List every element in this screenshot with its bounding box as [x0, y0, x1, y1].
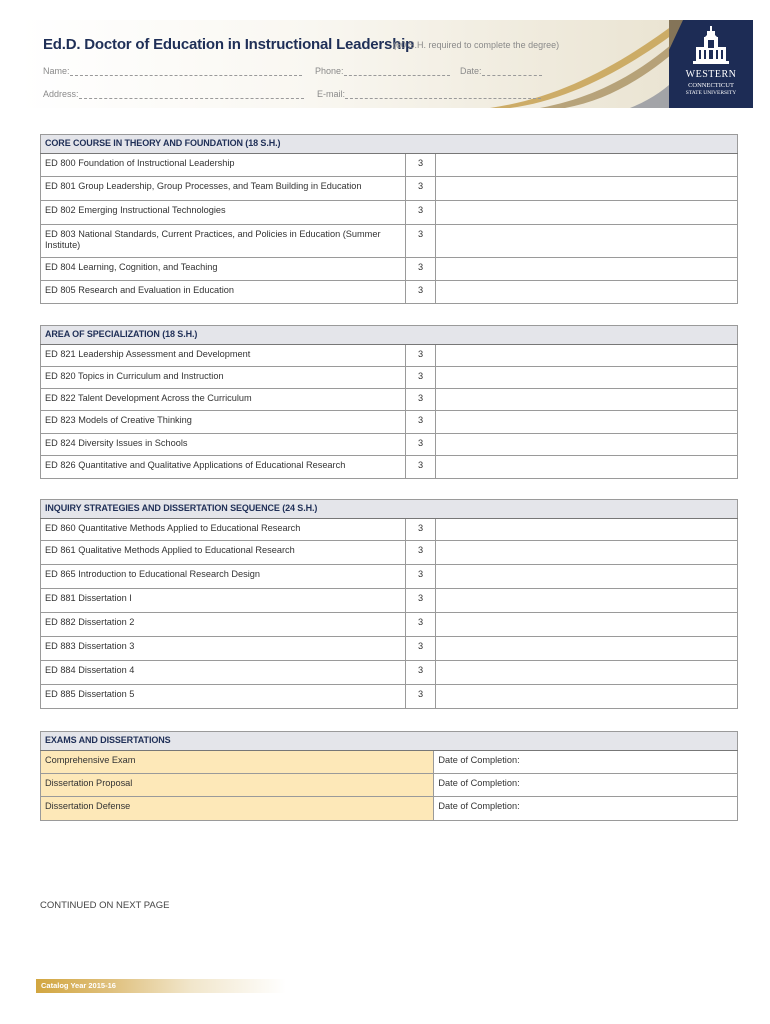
table-row — [41, 685, 738, 709]
page-subtitle: (60 S.H. required to complete the degree) — [393, 40, 560, 50]
address-line[interactable] — [79, 90, 304, 99]
table-row — [41, 177, 738, 201]
date-line[interactable] — [482, 67, 542, 76]
address-field[interactable] — [43, 89, 304, 99]
table-row — [41, 345, 738, 367]
course-notes-cell[interactable] — [436, 434, 738, 456]
course-name: ED 860 Quantitative Methods Applied to Educational Research — [41, 519, 406, 541]
table-row — [41, 589, 738, 613]
completion-date-cell[interactable]: Date of Completion: — [434, 774, 738, 797]
logo-state-university: STATE UNIVERSITY — [685, 90, 737, 96]
course-credits: 3 — [406, 177, 436, 201]
completion-date-cell[interactable]: Date of Completion: — [434, 797, 738, 821]
course-credits: 3 — [406, 661, 436, 685]
course-credits: 3 — [406, 589, 436, 613]
table-row — [41, 154, 738, 177]
date-label: Date: — [460, 66, 482, 76]
name-label: Name: — [43, 66, 70, 76]
name-field[interactable] — [43, 66, 302, 76]
course-notes-cell[interactable] — [436, 345, 738, 367]
core-heading: CORE COURSE IN THEORY AND FOUNDATION (18 S.H.) — [41, 135, 738, 154]
core-course-table — [40, 134, 738, 304]
course-notes-cell[interactable] — [436, 281, 738, 304]
course-name: ED 800 Foundation of Instructional Leadership — [41, 154, 406, 177]
exam-name: Dissertation Proposal — [41, 774, 434, 797]
table-row — [41, 613, 738, 637]
table-row — [41, 225, 738, 258]
table-row — [41, 434, 738, 456]
completion-date-cell[interactable]: Date of Completion: — [434, 751, 738, 774]
specialization-heading: AREA OF SPECIALIZATION (18 S.H.) — [41, 326, 738, 345]
address-label: Address: — [43, 89, 79, 99]
logo-connecticut: CONNECTICUT — [688, 82, 734, 89]
course-credits: 3 — [406, 345, 436, 367]
course-name: ED 882 Dissertation 2 — [41, 613, 406, 637]
section-header-row — [41, 135, 738, 154]
course-credits: 3 — [406, 154, 436, 177]
course-credits: 3 — [406, 541, 436, 565]
course-name: ED 861 Qualitative Methods Applied to Educational Research — [41, 541, 406, 565]
course-notes-cell[interactable] — [436, 661, 738, 685]
specialization-table — [40, 325, 738, 479]
course-credits: 3 — [406, 367, 436, 389]
course-credits: 3 — [406, 519, 436, 541]
course-name: ED 821 Leadership Assessment and Development — [41, 345, 406, 367]
course-credits: 3 — [406, 456, 436, 479]
table-row — [41, 797, 738, 821]
course-name: ED 881 Dissertation I — [41, 589, 406, 613]
course-notes-cell[interactable] — [436, 613, 738, 637]
email-field[interactable] — [317, 89, 541, 99]
section-header-row — [41, 500, 738, 519]
course-name: ED 820 Topics in Curriculum and Instruction — [41, 367, 406, 389]
course-notes-cell[interactable] — [436, 541, 738, 565]
course-name: ED 803 National Standards, Current Practices, and Policies in Education (Summer Institute) — [41, 225, 406, 258]
table-row — [41, 519, 738, 541]
course-notes-cell[interactable] — [436, 565, 738, 589]
exam-name: Dissertation Defense — [41, 797, 434, 821]
course-notes-cell[interactable] — [436, 177, 738, 201]
exams-heading: EXAMS AND DISSERTATIONS — [41, 732, 738, 751]
course-credits: 3 — [406, 637, 436, 661]
table-row — [41, 541, 738, 565]
course-credits: 3 — [406, 281, 436, 304]
course-name: ED 865 Introduction to Educational Research Design — [41, 565, 406, 589]
phone-label: Phone: — [315, 66, 344, 76]
course-credits: 3 — [406, 201, 436, 225]
course-name: ED 801 Group Leadership, Group Processes, and Team Building in Education — [41, 177, 406, 201]
course-notes-cell[interactable] — [436, 154, 738, 177]
page-title: Ed.D. Doctor of Education in Instructional Leadership — [43, 36, 415, 53]
table-row — [41, 389, 738, 411]
table-row — [41, 456, 738, 479]
university-logo — [669, 20, 753, 108]
course-name: ED 802 Emerging Instructional Technologies — [41, 201, 406, 225]
catalog-year-label: Catalog Year 2015-16 — [41, 981, 116, 990]
course-credits: 3 — [406, 411, 436, 434]
table-row — [41, 411, 738, 434]
course-notes-cell[interactable] — [436, 225, 738, 258]
course-credits: 3 — [406, 389, 436, 411]
phone-line[interactable] — [344, 67, 450, 76]
course-name: ED 805 Research and Evaluation in Education — [41, 281, 406, 304]
course-notes-cell[interactable] — [436, 589, 738, 613]
course-name: ED 883 Dissertation 3 — [41, 637, 406, 661]
course-credits: 3 — [406, 613, 436, 637]
table-row — [41, 367, 738, 389]
date-field[interactable] — [460, 66, 542, 76]
course-notes-cell[interactable] — [436, 389, 738, 411]
form-header — [20, 20, 753, 108]
continued-note: CONTINUED ON NEXT PAGE — [40, 900, 170, 911]
table-row — [41, 637, 738, 661]
section-header-row — [41, 326, 738, 345]
table-row — [41, 281, 738, 304]
table-row — [41, 751, 738, 774]
phone-field[interactable] — [315, 66, 450, 76]
course-name: ED 824 Diversity Issues in Schools — [41, 434, 406, 456]
course-notes-cell[interactable] — [436, 411, 738, 434]
course-name: ED 804 Learning, Cognition, and Teaching — [41, 258, 406, 281]
course-notes-cell[interactable] — [436, 685, 738, 709]
course-credits: 3 — [406, 685, 436, 709]
course-name: ED 822 Talent Development Across the Curriculum — [41, 389, 406, 411]
course-name: ED 823 Models of Creative Thinking — [41, 411, 406, 434]
course-credits: 3 — [406, 225, 436, 258]
table-row — [41, 258, 738, 281]
email-label: E-mail: — [317, 89, 346, 99]
course-credits: 3 — [406, 258, 436, 281]
course-credits: 3 — [406, 434, 436, 456]
catalog-year-band — [36, 979, 286, 993]
course-notes-cell[interactable] — [436, 519, 738, 541]
course-notes-cell[interactable] — [436, 201, 738, 225]
course-credits: 3 — [406, 565, 436, 589]
course-name: ED 884 Dissertation 4 — [41, 661, 406, 685]
course-notes-cell[interactable] — [436, 637, 738, 661]
course-name: ED 885 Dissertation 5 — [41, 685, 406, 709]
course-notes-cell[interactable] — [436, 456, 738, 479]
logo-western: WESTERN — [685, 69, 737, 80]
exam-name: Comprehensive Exam — [41, 751, 434, 774]
inquiry-heading: INQUIRY STRATEGIES AND DISSERTATION SEQUENCE (24 S.H.) — [41, 500, 738, 519]
course-name: ED 826 Quantitative and Qualitative Applications of Educational Research — [41, 456, 406, 479]
table-row — [41, 661, 738, 685]
course-notes-cell[interactable] — [436, 258, 738, 281]
table-row — [41, 774, 738, 797]
email-line[interactable] — [345, 90, 541, 99]
table-row — [41, 565, 738, 589]
exams-table — [40, 731, 738, 821]
table-row — [41, 201, 738, 225]
inquiry-table — [40, 499, 738, 709]
section-header-row — [41, 732, 738, 751]
course-notes-cell[interactable] — [436, 367, 738, 389]
name-line[interactable] — [70, 67, 302, 76]
